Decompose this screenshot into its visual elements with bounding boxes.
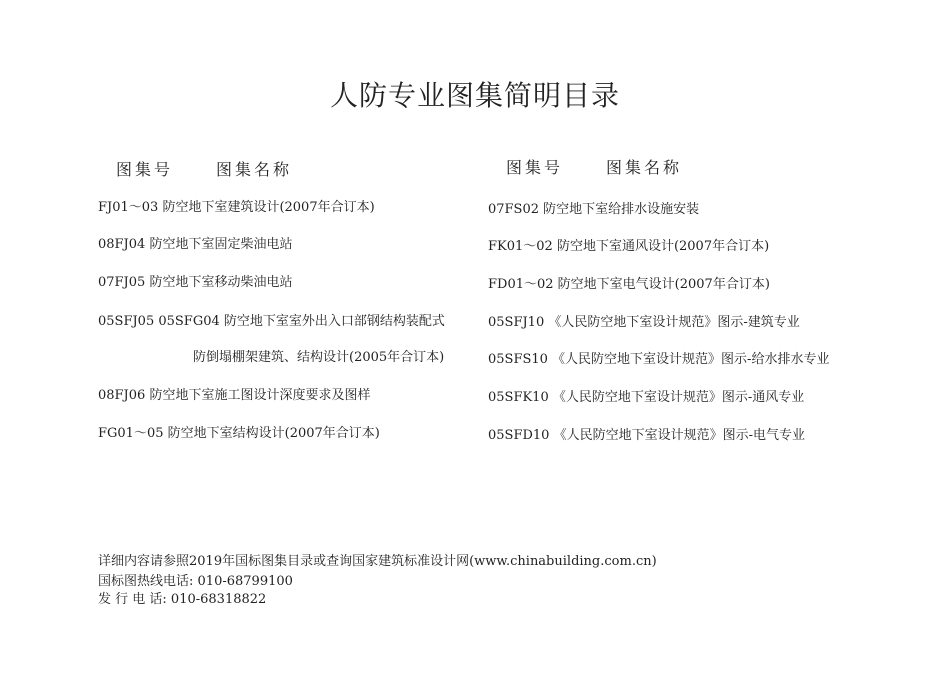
- left-entry-fg01: FG01～05 防空地下室结构设计(2007年合订本): [98, 426, 380, 441]
- right-entry-05sfj10: 05SFJ10 《人民防空地下室设计规范》图示-建筑专业: [488, 315, 800, 330]
- page-title: 人防专业图集简明目录: [329, 79, 620, 112]
- right-entry-fd01: FD01～02 防空地下室电气设计(2007年合订本): [488, 277, 770, 292]
- right-entry-07fs02: 07FS02 防空地下室给排水设施安装: [488, 202, 700, 217]
- right-code-header: 图集号: [506, 158, 564, 177]
- left-entry-08fj04: 08FJ04 防空地下室固定柴油电站: [98, 237, 293, 252]
- right-entry-05sfk10: 05SFK10 《人民防空地下室设计规范》图示-通风专业: [488, 390, 805, 405]
- left-entry-fj01: FJ01～03 防空地下室建筑设计(2007年合订本): [98, 200, 375, 215]
- left-entry-05sfj05-continued: 防倒塌棚架建筑、结构设计(2005年合订本): [193, 350, 445, 365]
- left-entry-05sfj05: 05SFJ05 05SFG04 防空地下室室外出入口部钢结构装配式: [98, 314, 445, 329]
- left-entry-08fj06: 08FJ06 防空地下室施工图设计深度要求及图样: [98, 388, 371, 403]
- right-name-header: 图集名称: [606, 158, 683, 177]
- left-code-header: 图集号: [116, 160, 174, 179]
- footer-issue-number: 010-68318822: [170, 592, 267, 607]
- left-entry-07fj05: 07FJ05 防空地下室移动柴油电站: [98, 275, 293, 290]
- footer-reference-note: 详细内容请参照2019年国标图集目录或查询国家建筑标准设计网(www.chinabuilding.com.cn): [98, 554, 657, 569]
- footer-hotline: [98, 570, 293, 589]
- right-entry-fk01: FK01～02 防空地下室通风设计(2007年合订本): [488, 239, 770, 254]
- right-entry-05sfd10: 05SFD10 《人民防空地下室设计规范》图示-电气专业: [488, 428, 805, 443]
- footer-issue-label: 发 行 电 话:: [98, 592, 167, 607]
- left-name-header: 图集名称: [216, 160, 293, 179]
- right-entry-05sfs10: 05SFS10 《人民防空地下室设计规范》图示-给水排水专业: [488, 352, 830, 367]
- footer-hotline-label: 国标图热线电话:: [98, 574, 194, 589]
- footer-hotline-number: 010-68799100: [197, 574, 293, 589]
- footer-issue-phone: [98, 588, 266, 607]
